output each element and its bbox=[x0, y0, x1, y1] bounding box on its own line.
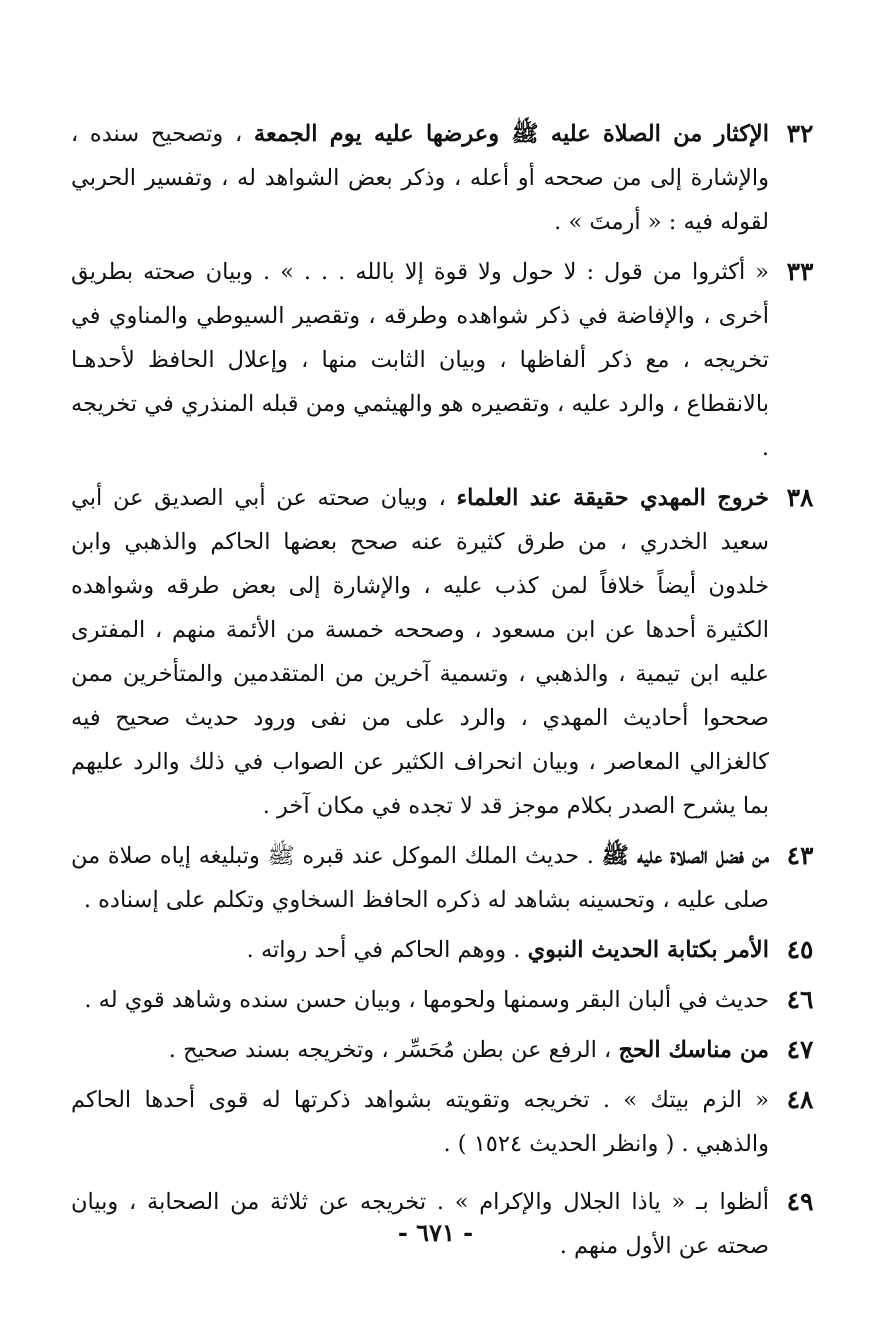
page-number: - ٦٧١ - bbox=[397, 1218, 474, 1247]
entry-heading: الأمر بكتابة الحديث النبوي bbox=[527, 937, 769, 963]
entry-text bbox=[71, 112, 769, 244]
entry-description: « أكثروا من قول : لا حول ولا قوة إلا بالله . . . » . وبيان صحته بطريق أخرى ، والإفاضة في ذكر شواهده وطرقه ، وتقصير السيوطي والمناوي في تخريجه ، مع ذكر ألفاظها ، وبيان الثابت منها ، وإعلال الحافظ لأحدهـا بالانقطاع ، والرد عليه ، وتقصيره هو والهيثمي ومن قبله المنذري في تخريجه . bbox=[71, 259, 769, 461]
entry-heading: الإكثار من الصلاة عليه ﷺ وعرضها عليه يوم الجمعة bbox=[253, 121, 769, 147]
entry-38 bbox=[71, 476, 831, 828]
entry-description: . حديث الملك الموكل عند قبره ﷺ وتبليغه إياه صلاة من صلى عليه ، وتحسينه بشاهد له ذكره الحافظ السخاوي وتكلم على إسناده . bbox=[71, 843, 769, 913]
entry-description: ، الرفع عن بطن مُحَسِّر ، وتخريجه بسند صحيح . bbox=[168, 1037, 619, 1063]
entry-text bbox=[71, 476, 769, 828]
entry-description: « الزم بيتك » . تخريجه وتقويته بشواهد ذكرتها له قوى أحدها الحاكم والذهبي . ( وانظر الحديث ١٥٢٤ ) . bbox=[71, 1087, 769, 1157]
entry-33 bbox=[71, 250, 831, 470]
entry-47 bbox=[71, 1028, 831, 1072]
entry-text bbox=[71, 978, 769, 1022]
entry-number: ٤٣ bbox=[786, 841, 814, 870]
entry-description: حديث في ألبان البقر وسمنها ولحومها ، وبيان حسن سنده وشاهد قوي له . bbox=[84, 987, 769, 1013]
entry-text bbox=[71, 250, 769, 470]
entry-number: ٤٨ bbox=[786, 1085, 814, 1114]
index-page-body bbox=[71, 112, 831, 1274]
entry-text bbox=[71, 1078, 769, 1166]
entry-description: ، وبيان صحته عن أبي الصديق عن أبي سعيد الخدري ، من طرق كثيرة عنه صحح بعضها الحاكم والذهبي وابن خلدون أيضاً خلافاً لمن كذب عليه ، والإشارة إلى بعض طرقه وشواهده الكثيرة أحدها عن ابن مسعود ، وصححه خمسة من الأئمة منهم ، المفترى عليه ابن تيمية ، والذهبي ، وتسمية آخرين من المتقدمين والمتأخرين ممن صححوا أحاديث المهدي ، والرد على من نفى ورود حديث صحيح فيه كالغزالي المعاصر ، وبيان انحراف الكثير عن الصواب في ذلك والرد عليهم بما يشرح الصدر بكلام موجز قد لا تجده في مكان آخر . bbox=[71, 485, 769, 819]
entry-number: ٣٨ bbox=[786, 483, 814, 512]
entry-43 bbox=[71, 834, 831, 922]
entry-text bbox=[71, 928, 769, 972]
entry-number: ٣٣ bbox=[786, 257, 814, 286]
entry-32 bbox=[71, 112, 831, 244]
entry-description: ، وتصحيح سنده ، والإشارة إلى من صححه أو أعله ، وذكر بعض الشواهد له ، وتفسير الحربي لقوله فيه : « أرمتَ » . bbox=[71, 121, 769, 235]
entry-heading: من فضل الصلاة عليه ﷺ bbox=[601, 843, 769, 869]
entry-heading: من مناسك الحج bbox=[618, 1037, 769, 1063]
entry-number: ٤٦ bbox=[786, 985, 814, 1014]
entry-description: ألظوا بـ « ياذا الجلال والإكرام » . تخريجه عن ثلاثة من الصحابة ، وبيان صحته عن الأول منهم . bbox=[71, 1189, 769, 1259]
entry-46 bbox=[71, 978, 831, 1022]
entry-number: ٤٩ bbox=[786, 1187, 814, 1216]
entry-description: . ووهم الحاكم في أحد رواته . bbox=[246, 937, 528, 963]
entry-text bbox=[71, 1028, 769, 1072]
entry-45 bbox=[71, 928, 831, 972]
entry-heading: خروج المهدي حقيقة عند العلماء bbox=[456, 485, 769, 511]
entry-number: ٣٢ bbox=[786, 119, 814, 148]
entry-text bbox=[71, 834, 769, 922]
entry-number: ٤٥ bbox=[786, 935, 814, 964]
entry-48 bbox=[71, 1078, 831, 1166]
entry-number: ٤٧ bbox=[786, 1035, 814, 1064]
